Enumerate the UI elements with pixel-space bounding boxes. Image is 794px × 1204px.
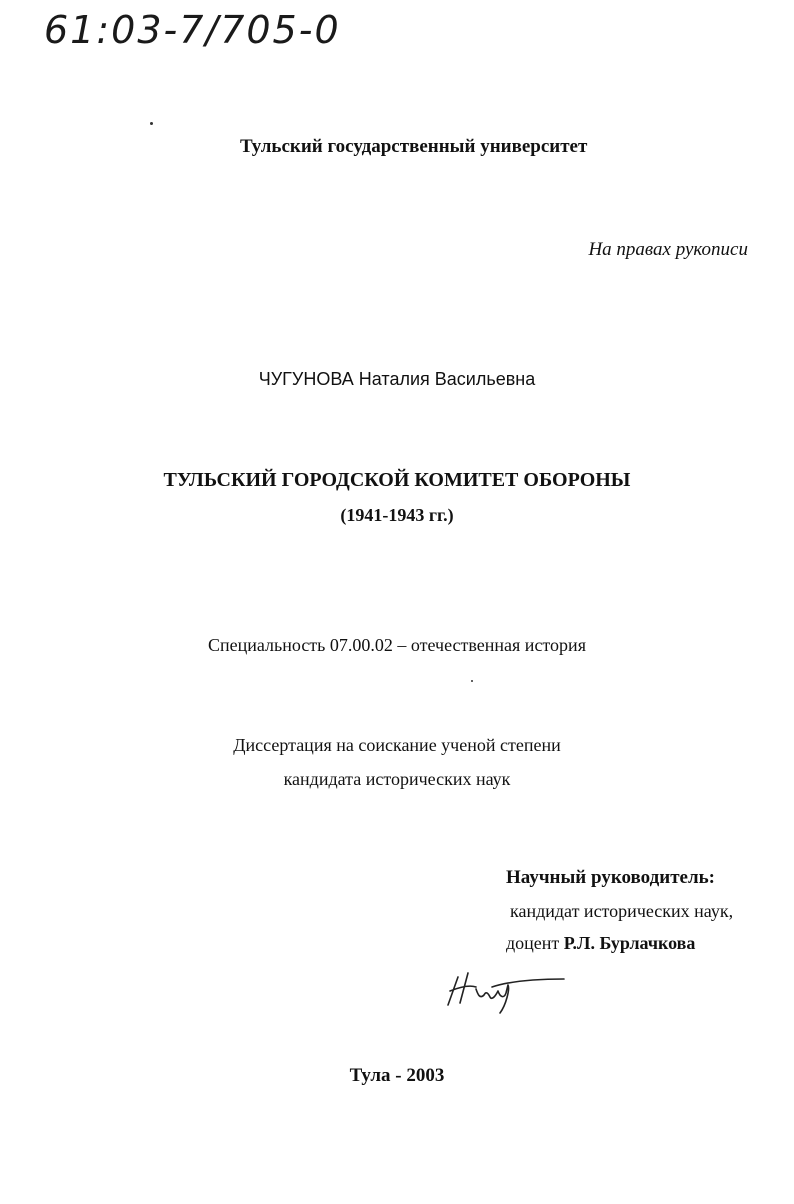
university-name: Тульский государственный университет [240,136,588,157]
advisor-name: Р.Л. Бурлачкова [563,933,696,953]
thesis-years: (1941-1943 гг.) [340,505,454,525]
specialty-line: Специальность 07.00.02 – отечественная история [208,635,586,655]
author-name [0,369,794,390]
manuscript-rights-note: На правах рукописи [588,239,748,260]
author-surname: ЧУГУНОВА [258,369,354,389]
thesis-title: ТУЛЬСКИЙ ГОРОДСКОЙ КОМИТЕТ ОБОРОНЫ [163,469,631,491]
advisor-name-line [506,933,695,954]
advisor-degree: кандидат исторических наук, [510,901,734,921]
scan-speck [150,122,153,125]
advisor-heading: Научный руководитель: [506,867,715,888]
degree-line-1: Диссертация на соискание ученой степени [233,735,561,755]
handwritten-signature [440,965,570,1015]
handwritten-archive-code: 61:03-7/705-0 [44,8,341,52]
degree-line-2: кандидата исторических наук [283,769,511,789]
city-and-year: Тула - 2003 [349,1065,445,1086]
advisor-title-prefix: доцент [506,933,560,953]
author-given-names: Наталия Васильевна [358,369,536,389]
scan-speck [471,680,473,682]
